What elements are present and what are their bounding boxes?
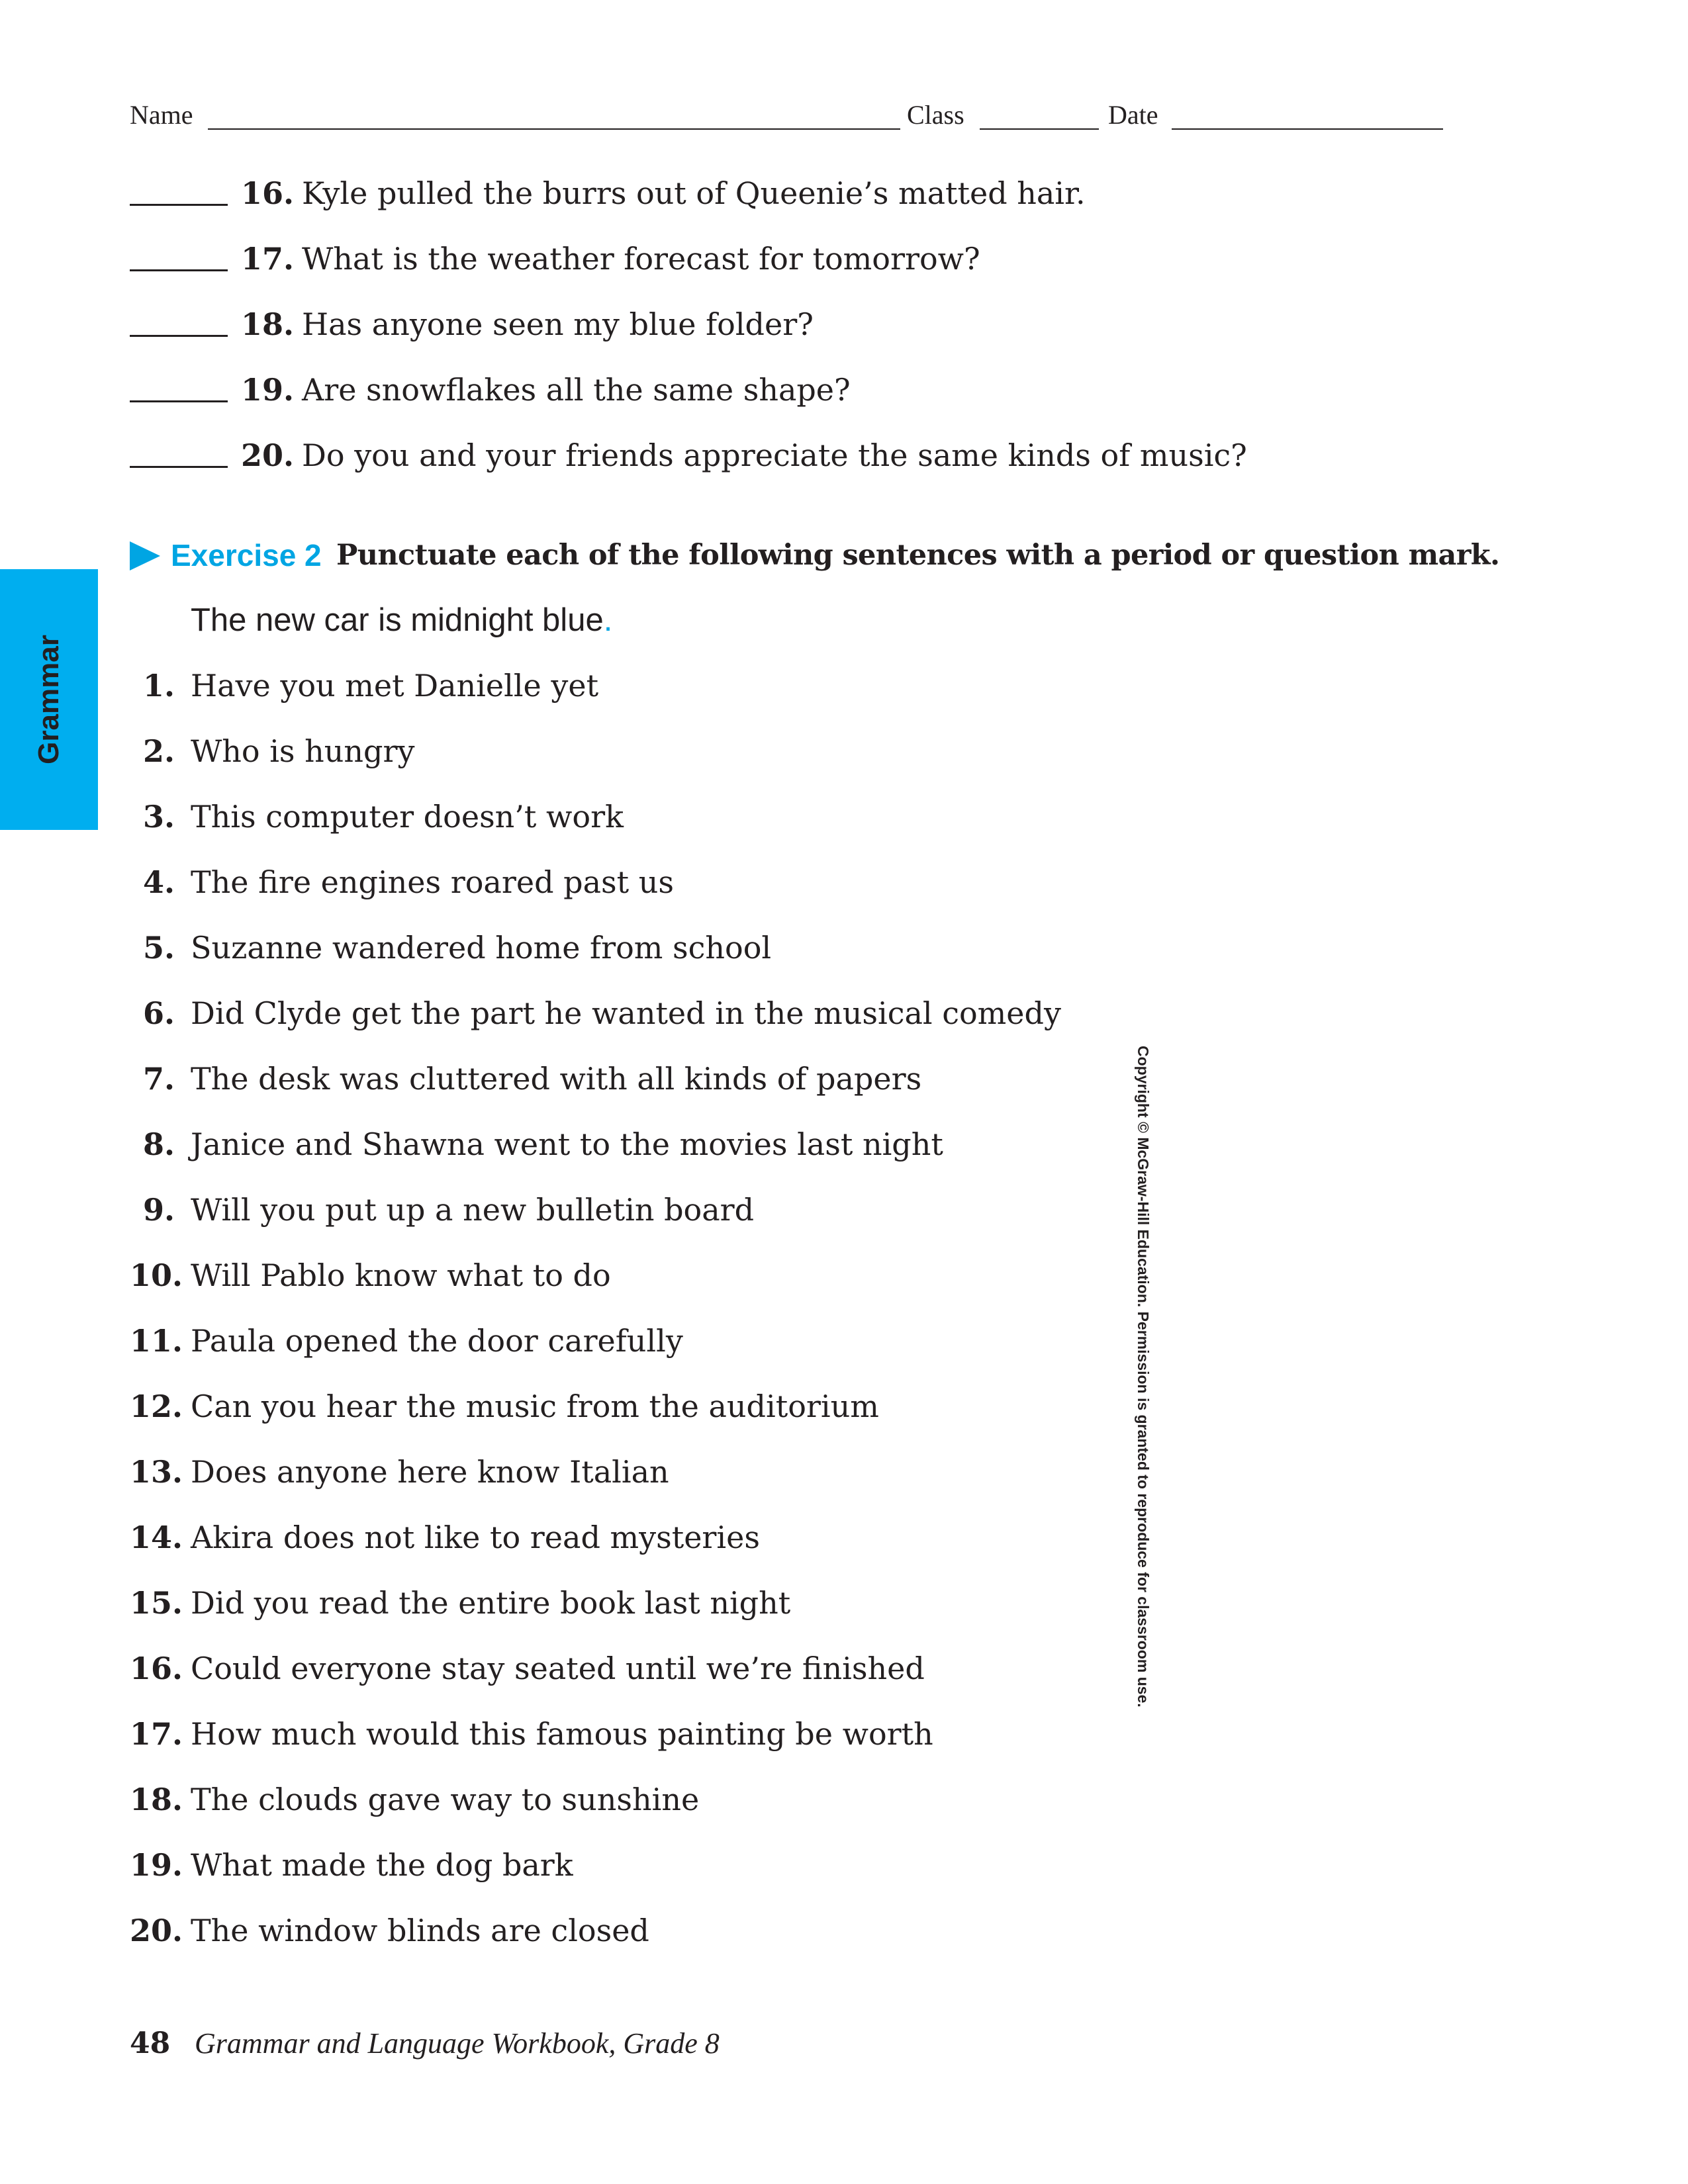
item-number: 19.	[130, 1847, 183, 1883]
answer-blank[interactable]	[130, 400, 228, 402]
item-text: Did Clyde get the part he wanted in the musical comedy	[191, 995, 1061, 1031]
class-field[interactable]	[980, 128, 1099, 130]
item-number: 18.	[241, 306, 295, 342]
item-text: Paula opened the door carefully	[191, 1323, 683, 1359]
answer-blank[interactable]	[130, 466, 228, 468]
item-number: 17.	[130, 1716, 183, 1752]
item-number: 18.	[130, 1782, 183, 1817]
item-number: 19.	[241, 372, 295, 408]
item-text: Could everyone stay seated until we’re finished	[191, 1651, 925, 1686]
item-text: What is the weather forecast for tomorrow?	[302, 241, 980, 277]
item-text: What made the dog bark	[191, 1847, 573, 1883]
item-number: 13.	[130, 1454, 183, 1490]
answer-blank[interactable]	[130, 204, 228, 206]
item-text: Akira does not like to read mysteries	[191, 1520, 760, 1555]
item-number: 1.	[142, 668, 175, 704]
item-text: Have you met Danielle yet	[191, 668, 599, 704]
item-text: The window blinds are closed	[191, 1913, 649, 1948]
name-field[interactable]	[208, 128, 900, 130]
item-number: 7.	[142, 1061, 175, 1097]
item-number: 20.	[130, 1913, 183, 1948]
item-number: 16.	[241, 175, 295, 211]
exercise-instruction: Punctuate each of the following sentences with a period or question mark.	[336, 539, 1500, 572]
item-text: Who is hungry	[191, 733, 415, 769]
item-text: Janice and Shawna went to the movies last night	[191, 1126, 943, 1162]
student-info-header	[130, 99, 1447, 134]
item-text: Will you put up a new bulletin board	[191, 1192, 755, 1228]
class-label: Class	[907, 100, 964, 130]
item-text: Will Pablo know what to do	[191, 1257, 611, 1293]
book-title: Grammar and Language Workbook, Grade 8	[195, 2027, 720, 2060]
item-text: The fire engines roared past us	[191, 864, 674, 900]
date-label: Date	[1108, 100, 1158, 130]
section-side-tab	[0, 569, 98, 830]
example-text: The new car is midnight blue	[191, 602, 604, 638]
item-number: 8.	[142, 1126, 175, 1162]
date-field[interactable]	[1172, 128, 1443, 130]
item-number: 11.	[130, 1323, 183, 1359]
item-number: 2.	[142, 733, 175, 769]
item-text: Are snowflakes all the same shape?	[302, 372, 851, 408]
item-text: How much would this famous painting be worth	[191, 1716, 933, 1752]
item-text: Did you read the entire book last night	[191, 1585, 791, 1621]
item-number: 17.	[241, 241, 295, 277]
item-number: 9.	[142, 1192, 175, 1228]
item-number: 15.	[130, 1585, 183, 1621]
item-number: 12.	[130, 1388, 183, 1424]
item-text: The desk was cluttered with all kinds of papers	[191, 1061, 922, 1097]
item-text: This computer doesn’t work	[191, 799, 624, 835]
item-number: 10.	[130, 1257, 183, 1293]
answer-blank[interactable]	[130, 269, 228, 271]
exercise-label: Exercise 2	[171, 538, 322, 572]
item-text: Does anyone here know Italian	[191, 1454, 669, 1490]
copyright-text: Copyright © McGraw-Hill Education. Permission is granted to reproduce for classroom use.	[1135, 1046, 1152, 1707]
item-number: 14.	[130, 1520, 183, 1555]
item-number: 4.	[142, 864, 175, 900]
item-number: 20.	[241, 437, 295, 473]
item-text: Suzanne wandered home from school	[191, 930, 772, 966]
item-number: 5.	[142, 930, 175, 966]
page-number: 48	[130, 2026, 171, 2060]
item-number: 3.	[142, 799, 175, 835]
example-sentence	[191, 600, 612, 641]
example-punctuation: .	[603, 602, 613, 638]
section-tab-label: Grammar	[32, 635, 65, 764]
item-text: Has anyone seen my blue folder?	[302, 306, 814, 342]
item-number: 6.	[142, 995, 175, 1031]
triangle-arrow-icon	[130, 541, 160, 570]
item-number: 16.	[130, 1651, 183, 1686]
item-text: The clouds gave way to sunshine	[191, 1782, 700, 1817]
name-label: Name	[130, 100, 193, 130]
item-text: Can you hear the music from the auditorium	[191, 1388, 879, 1424]
item-text: Do you and your friends appreciate the same kinds of music?	[302, 437, 1247, 473]
answer-blank[interactable]	[130, 335, 228, 337]
item-text: Kyle pulled the burrs out of Queenie’s matted hair.	[302, 175, 1086, 211]
